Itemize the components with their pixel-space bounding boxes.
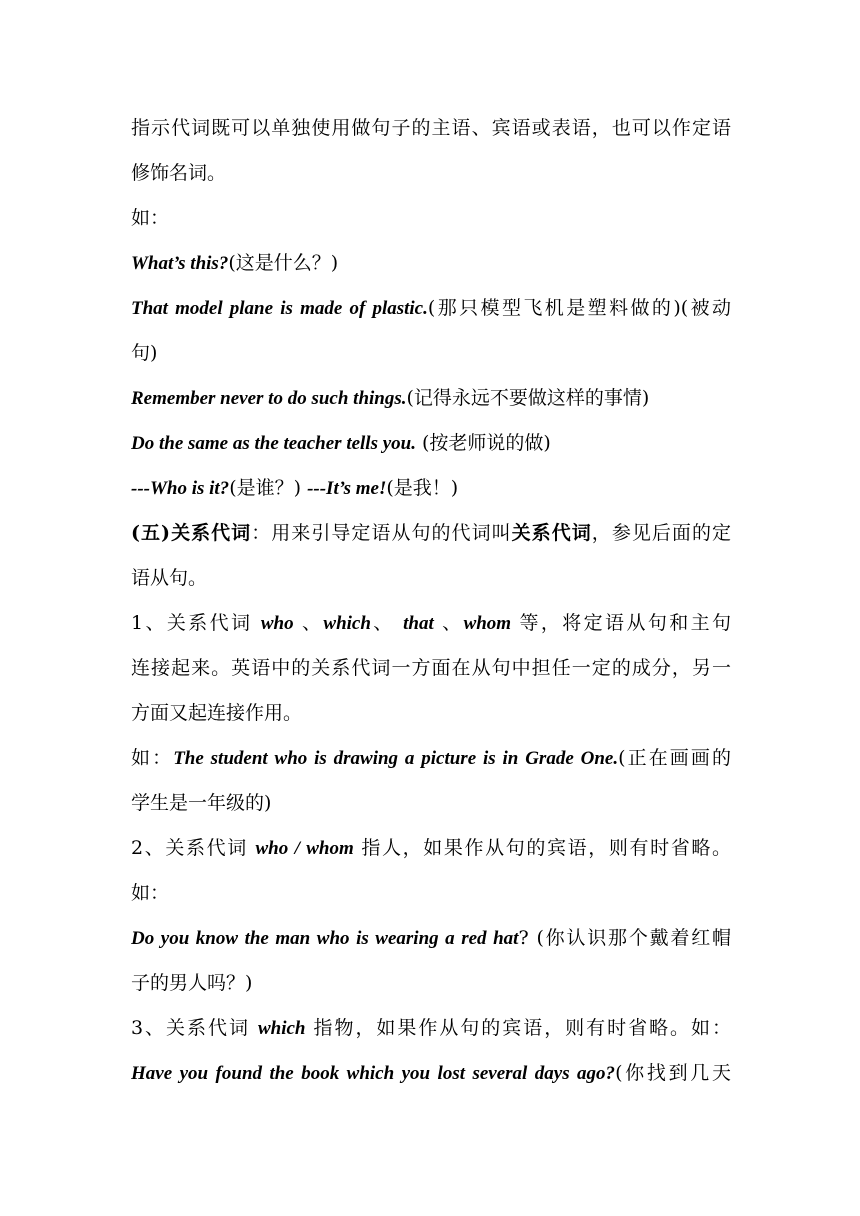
english-example: Do you know the man who is wearing a red hat [131, 928, 519, 949]
english-example: Remember never to do such things. [131, 388, 407, 409]
paragraph-line [131, 341, 731, 365]
text: ：用来引导定语从句的代词叫 [251, 522, 512, 544]
section-heading-line [131, 521, 731, 545]
keyword: whom [463, 613, 512, 634]
english-example: ---Who is it? [131, 478, 230, 499]
paragraph-line [131, 206, 731, 230]
english-example: That model plane is made of plastic. [131, 298, 428, 319]
translation: (正在画画的 [618, 747, 731, 769]
translation: (记得永远不要做这样的事情) [406, 387, 650, 409]
paragraph-line [131, 881, 731, 905]
keyword: that [403, 613, 434, 634]
translation: (是我！) [386, 477, 459, 499]
separator: 、 [293, 612, 324, 634]
translation: (是谁？) [229, 477, 308, 499]
example-line [131, 431, 731, 456]
keyword: who / whom [255, 838, 354, 859]
rule-line [131, 836, 731, 861]
translation: (你找到几天 [615, 1062, 731, 1084]
text: 子的男人吗？) [131, 972, 253, 994]
text: 语从句。 [131, 567, 208, 589]
term: 关系代词 [511, 522, 592, 544]
paragraph-line [131, 656, 731, 680]
paragraph-line [131, 971, 731, 995]
keyword: which [323, 613, 371, 634]
example-line [131, 386, 731, 411]
paragraph-line [131, 161, 731, 185]
translation: (那只模型飞机是塑料做的)(被动 [427, 297, 731, 319]
paragraph-line [131, 116, 731, 140]
example-line [131, 251, 731, 276]
rule-number: 3、关系代词 [131, 1017, 258, 1039]
example-line [131, 746, 731, 771]
english-example: What’s this? [131, 253, 229, 274]
rule-line [131, 611, 731, 636]
english-example: ---It’s me! [307, 478, 387, 499]
english-example: Do the same as the teacher tells you. [131, 433, 416, 454]
text: 指示代词既可以单独使用做句子的主语、宾语或表语，也可以作定语 [131, 117, 731, 139]
text: 句) [131, 342, 158, 364]
rule-number: 2、关系代词 [131, 837, 256, 859]
keyword: who [260, 613, 294, 634]
text: 指人，如果作从句的宾语，则有时省略。 [353, 837, 731, 859]
example-line [131, 296, 731, 321]
translation: (按老师说的做) [415, 432, 551, 454]
example-line [131, 926, 731, 951]
text: 指物，如果作从句的宾语，则有时省略。如： [305, 1017, 731, 1039]
section-heading: (五)关系代词 [131, 522, 252, 544]
separator: 、 [433, 612, 464, 634]
paragraph-line [131, 566, 731, 590]
paragraph-line [131, 701, 731, 725]
text: 等，将定语从句和主句 [511, 612, 731, 634]
paragraph-line [131, 791, 731, 815]
translation: (这是什么？) [228, 252, 339, 274]
keyword: which [257, 1018, 306, 1039]
text: ，参见后面的定 [591, 522, 731, 544]
english-example: The student who is drawing a picture is in Grade One. [173, 748, 619, 769]
text: 修饰名词。 [131, 162, 227, 184]
english-example: Have you found the book which you lost several days ago? [131, 1063, 616, 1084]
example-line [131, 476, 731, 501]
text: 连接起来。英语中的关系代词一方面在从句中担任一定的成分，另一 [131, 657, 731, 679]
rule-line [131, 1016, 731, 1041]
text: 学生是一年级的) [131, 792, 272, 814]
rule-number: 1、关系代词 [131, 612, 261, 634]
text: 方面又起连接作用。 [131, 702, 303, 724]
example-line [131, 1061, 731, 1086]
text: 如： [131, 882, 170, 904]
text: 如： [131, 747, 174, 769]
text: 如： [131, 207, 170, 229]
separator: 、 [370, 612, 404, 634]
translation: ? (你认识那个戴着红帽 [518, 927, 731, 949]
